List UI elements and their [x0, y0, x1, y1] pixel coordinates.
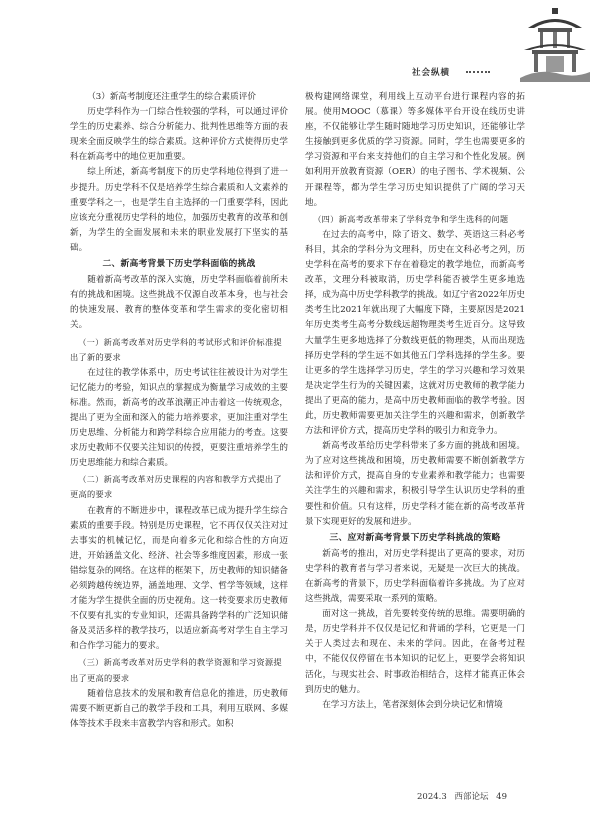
subsection-heading: （三）新高考改革对历史学科的教学资源和学习资源提出了更高的要求 [70, 657, 282, 683]
paragraph: 在过往的教学体系中，历史考试往往被设计为对学生记忆能力的考验，知识点的掌握成为衡量学习成效的主要标准。然而，新高考的改革浪潮正冲击着这一传统观念，提出了更为全面和深入的能力培养要求，更加注重对学生历史思维、分析能力和跨学科综合应用能力的考查。这要求历史教师不仅要关注知识的传授，更要注重培养学生的历史思维能力和综合素质。 [70, 367, 288, 469]
left-column [70, 90, 288, 732]
page-number: 49 [496, 792, 507, 802]
subsection-heading: （一）新高考改革对历史学科的考试形式和评价标准提出了新的要求 [70, 336, 282, 362]
paragraph: 在过去的高考中，除了语文、数学、英语这三科必考科目，其余的学科分为文理科，历史在文科必考之列，历史学科在高考的要求下存在着稳定的教学地位，而新高考改革，文理分科被取消，历史学科能否被学生更多地选择，成为高中历史学科教学的挑战。如辽宁省2022年历史类考生比2021年就出现了大幅度下降，主要原因是2021年历史类考生高考分数线远超物理类考生近百分。这导致大量学生更多地选择了分数线更低的物理类，从而出现选择历史学科的学生远不如其他五门学科选择的学生多。要让更多的学生选择学习历史，学生的学习兴趣和学习效果是决定学生行为的关键因素，这就对历史教师的教学能力提出了更高的能力，是高中历史教师面临的教学考验。因此，历史教师需要更加关注学生的兴趣和需求，创新教学方法和评价方式，提高历史学科的吸引力和竞争力。 [305, 229, 525, 437]
page-footer [417, 790, 512, 802]
paragraph: 历史学科作为一门综合性较强的学科，可以通过评价学生的历史素养、综合分析能力、批判性思维等方面的表现来全面反映学生的综合素质。这种评价方式使得历史学科在新高考中的地位更加重要。 [70, 107, 288, 163]
subsection-heading: （二）新高考改革对历史课程的内容和教学方式提出了更高的要求 [70, 474, 282, 500]
section-label: 社会纵横 [412, 68, 451, 78]
paragraph: 综上所述，新高考制度下的历史学科地位得到了进一步提升。历史学科不仅是培养学生综合素质和人文素养的重要学科之一，也是学生自主选择的一门重要学科，因此应该充分重视历史学科的地位，加强历史教育的改革和创新，为学生的全面发展和未来的职业发展打下坚实的基础。 [70, 167, 288, 253]
paragraph: 在教育的不断进步中，课程改革已成为提升学生综合素质的重要手段。特别是历史课程，它不再仅仅关注对过去事实的机械记忆，而是向着多元化和综合性的方向迈进，开始涵盖文化、经济、社会等多维度因素，形成一张错综复杂的网络。在这样的框架下，历史教师的知识储备必须跨越传统边界，涵盖地理、文学、哲学等领域，这样才能为学生提供全面的历史视角。这一转变要求历史教师不仅要有扎实的专业知识，还需具备跨学科的广泛知识储备及灵活多样的教学技巧，以适应新高考对学生自主学习和合作学习能力的要求。 [70, 505, 288, 652]
section-heading: 二、新高考背景下历史学科面临的挑战 [102, 259, 256, 270]
pavilion-icon [520, 2, 590, 82]
section-heading: 三、应对新高考背景下历史学科挑战的策略 [329, 532, 501, 543]
paragraph: 随着信息技术的发展和教育信息化的推进，历史教师需要不断更新自己的教学手段和工具，利用互联网、多媒体等技术手段来丰富教学内容和形式。如积 [70, 688, 288, 729]
point-heading: （3）新高考制度还注重学生的综合素质评价 [87, 92, 256, 102]
paragraph: 在学习方法上，笔者深刻体会到分块记忆和情境 [322, 699, 503, 710]
header-dots-divider [466, 71, 490, 75]
issue-date: 2024.3 [417, 792, 447, 802]
paragraph: 新高考的推出，对历史学科提出了更高的要求，对历史学科的教育者与学习者来说，无疑是一次巨大的挑战。在新高考的背景下，历史学科面临着许多挑战。为了应对这些挑战，需要采取一系列的策略。 [305, 548, 525, 605]
paragraph: 新高考改革给历史学科带来了多方面的挑战和困境。为了应对这些挑战和困境，历史教师需要不断创新教学方法和评价方式，提高自身的专业素养和教学能力；也需要关注学生的兴趣和需求，积极引导学生认识历史学科的重要性和价值。只有这样，历史学科才能在新的高考改革背景下实现更好的发展和进步。 [305, 441, 525, 527]
paragraph: 面对这一挑战，首先要转变传统的思维。需要明确的是，历史学科并不仅仅是记忆和背诵的学科，它更是一门关于人类过去和现在、未来的学问。因此，在备考过程中，不能仅仅停留在书本知识的记忆上，更要学会将知识活化，与现实社会、时事政治相结合，这样才能真正体会到历史的魅力。 [305, 609, 525, 695]
subsection-heading: （四）新高考改革带来了学科竞争和学生选科的问题 [313, 213, 509, 224]
page-header [0, 0, 593, 92]
journal-name: 西部论坛 [454, 792, 489, 802]
paragraph: 极构建网络课堂，利用线上互动平台进行课程内容的拓展。使用MOOC（慕课）等多媒体平台开设在线历史讲座，不仅能够让学生随时随地学习历史知识，还能够让学生接触到更多优质的学习资源。同时，学生也需要更多的学习资源和平台来支持他们的自主学习和个性化发展。例如利用开放教育资源（OER）的电子图书、学术视频、公开课程等，都为学生学习历史知识提供了广阔的学习天地。 [305, 92, 525, 208]
paragraph: 随着新高考改革的深入实施，历史学科面临着前所未有的挑战和困境。这些挑战不仅源自改革本身，也与社会的快速发展、教育的整体变革和学生需求的变化密切相关。 [70, 275, 288, 331]
right-column [305, 90, 525, 713]
